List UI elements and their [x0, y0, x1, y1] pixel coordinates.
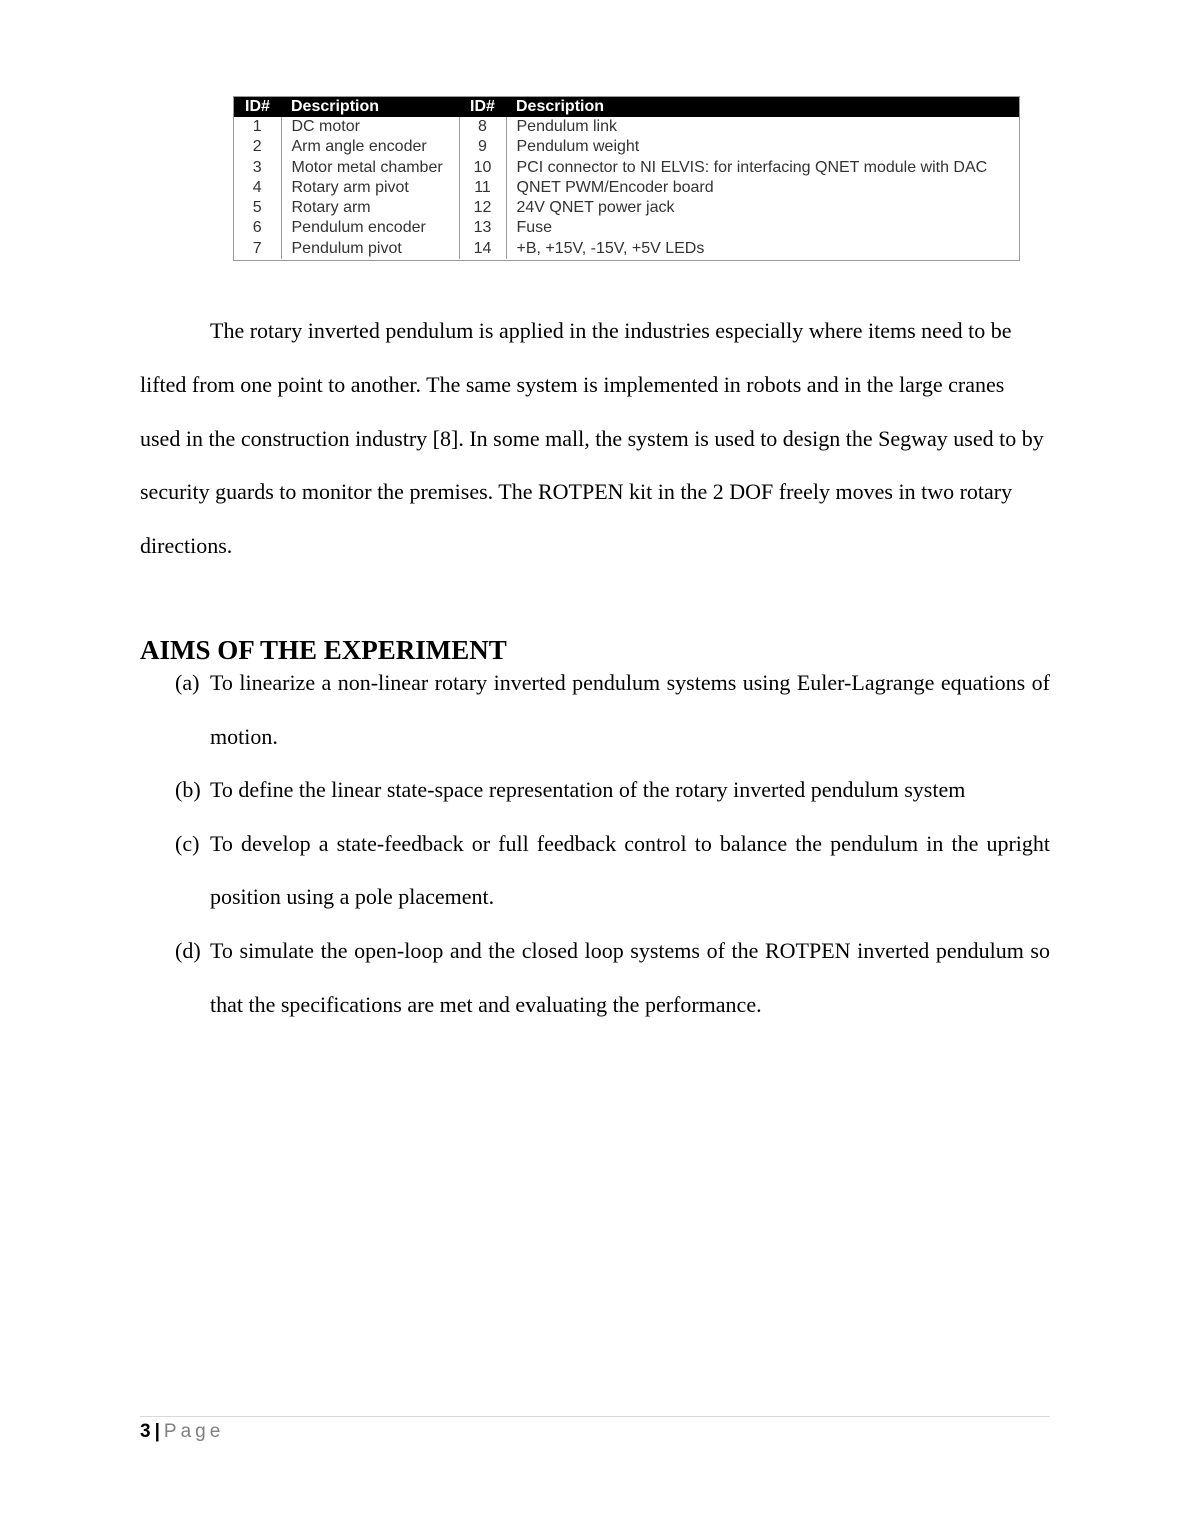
parts-table-figure: [233, 96, 1020, 261]
list-marker: (d): [175, 937, 201, 963]
table-row: [234, 178, 1019, 198]
table-row: [234, 218, 1019, 238]
cell-description: DC motor: [281, 117, 459, 137]
cell-description: Rotary arm: [281, 198, 459, 218]
list-item: [140, 763, 1050, 817]
list-item: [140, 656, 1050, 763]
cell-description: Pendulum link: [516, 118, 617, 135]
list-item-text: To linearize a non-linear rotary inverted pendulum systems using Euler-Lagrange equations of motion.: [210, 670, 1050, 749]
cell-id: 4: [234, 178, 281, 198]
page-footer: [140, 1420, 224, 1444]
cell-description: 24V QNET power jack: [516, 199, 675, 217]
cell-description: PCI connector to NI ELVIS: for interfacing QNET module with DAC: [516, 158, 988, 176]
cell-id: 13: [459, 218, 506, 238]
aims-list: [140, 656, 1050, 1031]
list-item: [140, 817, 1050, 924]
header-description-2: Description: [506, 97, 1019, 117]
list-item-text: To develop a state-feedback or full feedback control to balance the pendulum in the upright position using a pole placement.: [210, 830, 1050, 910]
cell-id: 10: [459, 158, 506, 178]
intro-paragraph: The rotary inverted pendulum is applied in the industries especially where items need to be lifted from one point to another. The same system is implemented in robots and in the large cranes used in the construction industry [8]. In some mall, the system is used to design the Segway used to by security guards to monitor the premises. The ROTPEN kit in the 2 DOF freely moves in two rotary directions.: [140, 318, 1044, 559]
list-marker: (a): [175, 670, 200, 695]
page-number: 3: [140, 1421, 151, 1442]
table-row: [234, 198, 1019, 218]
header-id-1: ID#: [234, 97, 281, 117]
list-item: [140, 924, 1050, 1031]
header-id-2: ID#: [459, 97, 506, 117]
cell-description: +B, +15V, -15V, +5V LEDs: [516, 239, 705, 257]
cell-id: 7: [234, 239, 281, 259]
cell-description: Pendulum pivot: [281, 239, 459, 259]
cell-description: Pendulum weight: [516, 138, 640, 156]
list-item-text: To simulate the open-loop and the closed loop systems of the ROTPEN inverted pendulum so that the specifications are met and evaluating the performance.: [210, 937, 1050, 1017]
table-header-row: [234, 97, 1019, 117]
cell-id: 3: [234, 158, 281, 178]
cell-id: 12: [459, 198, 506, 218]
cell-id: 11: [459, 178, 506, 198]
cell-id: 14: [459, 239, 506, 259]
header-description-1: Description: [281, 97, 459, 117]
table-row: [234, 117, 1019, 137]
table-row: [234, 137, 1019, 157]
cell-description: QNET PWM/Encoder board: [516, 178, 714, 196]
cell-id: 9: [459, 137, 506, 157]
cell-description: Motor metal chamber: [281, 158, 459, 178]
footer-separator: |: [154, 1421, 160, 1442]
aims-heading: AIMS OF THE EXPERIMENT: [140, 635, 507, 665]
cell-description: Rotary arm pivot: [281, 178, 459, 198]
cell-id: 8: [459, 117, 506, 137]
cell-description: Pendulum encoder: [281, 218, 459, 238]
footer-divider: [140, 1416, 1050, 1417]
list-item-text: To define the linear state-space representation of the rotary inverted pendulum system: [210, 777, 966, 803]
cell-id: 6: [234, 218, 281, 238]
parts-table: [234, 97, 1019, 259]
cell-id: 5: [234, 198, 281, 218]
cell-description: Fuse: [516, 219, 553, 237]
cell-id: 1: [234, 117, 281, 137]
cell-description: Arm angle encoder: [281, 137, 459, 157]
list-marker: (b): [175, 777, 201, 803]
cell-id: 2: [234, 137, 281, 157]
table-row: [234, 239, 1019, 259]
list-marker: (c): [175, 830, 200, 856]
table-row: [234, 158, 1019, 178]
page-label: Page: [163, 1421, 225, 1442]
